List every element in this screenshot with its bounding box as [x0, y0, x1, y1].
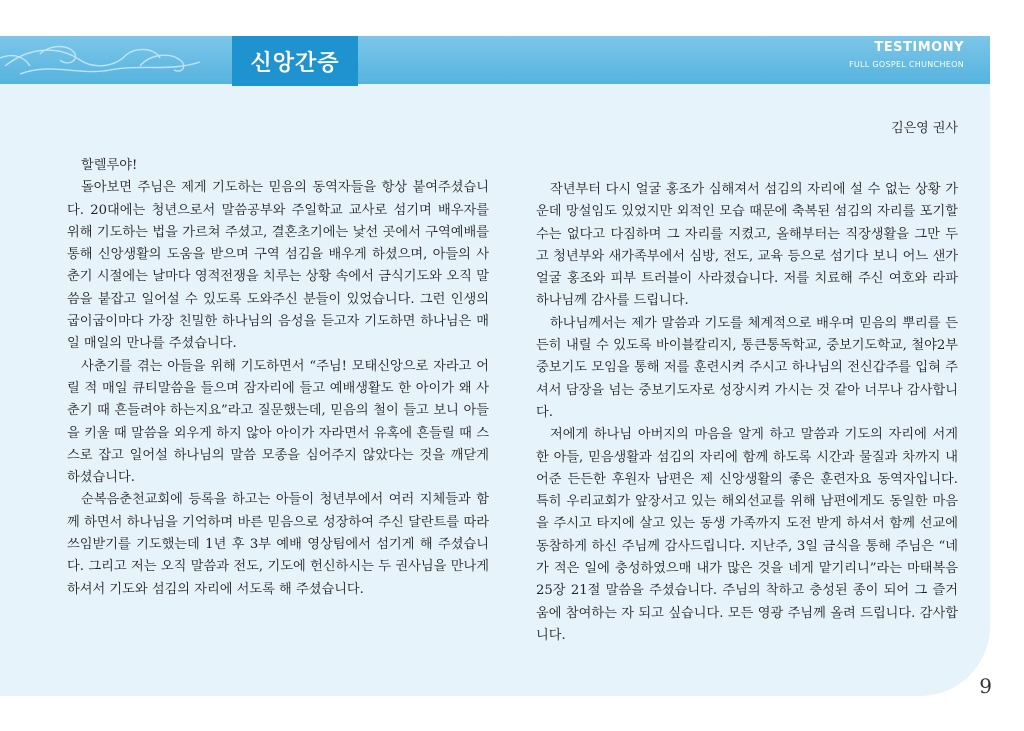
- brand-subtitle: FULL GOSPEL CHUNCHEON: [848, 60, 964, 69]
- greeting-paragraph: 할렐루야!: [81, 158, 138, 173]
- author-name: 김은영 권사: [891, 121, 958, 136]
- body-paragraph: 작년부터 다시 얼굴 홍조가 심해져서 섬김의 자리에 설 수 없는 상황 가운데 망설임도 있었지만 외적인 모습 때문에 축복된 섬김의 자리를 포기할 수는 없다고 다짐하며 그 자리를 지켰고, 올해부터는 직장생활을 그만 두고 청년부와 새가족부에서 심방, 전도, 교육 등으로 섬기다 보니 어느 샌가 얼굴 홍조와 피부 트러블이 사라졌습니다. 저를 치료해 주신 여호와 라파 하나님께 감사를 드립니다.: [536, 182, 958, 309]
- body-paragraph: 저에게 하나님 아버지의 마음을 알게 하고 말씀과 기도의 자리에 서게 한 아들, 믿음생활과 섬김의 자리에 함께 하도록 시간과 물질과 차까지 내어준 든든한 후원자 남편은 제 신앙생활의 좋은 훈련자요 동역자입니다. 특히 우리교회가 앞장서고 있는 해외선교를 위해 남편에게도 동일한 마음을 주시고 타지에 살고 있는 동생 가족까지 도전 받게 하셔서 함께 선교에 동참하게 하신 주님께 감사드립니다. 지난주, 3일 금식을 통해 주님은 “네가 적은 일에 충성하였으매 내가 많은 것을 네게 맡기리니”라는 마태복음 25장 21절 말씀을 주셨습니다. 주님의 착하고 충성된 종이 되어 그 즐거움에 참여하는 자 되고 싶습니다. 모든 영광 주님께 올려 드립니다. 감사합니다.: [536, 427, 958, 643]
- brand-title: TESTIMONY: [874, 40, 964, 55]
- section-title: 신앙간증: [232, 36, 358, 86]
- body-paragraph: 돌아보면 주님은 제게 기도하는 믿음의 동역자들을 항상 붙여주셨습니다. 20대에는 청년으로서 말씀공부와 주일학교 교사로 섬기며 배우자를 위해 기도하는 법을 가르쳐 주셨고, 결혼초기에는 낯선 곳에서 구역예배를 통해 신앙생활의 도움을 받으며 구역 섬김을 배우게 하셨으며, 아들의 사춘기 시절에는 날마다 영적전쟁을 치루는 상황 속에서 금식기도와 오직 말씀을 붙잡고 일어설 수 있도록 도와주신 분들이 있었습니다. 그런 인생의 굽이굽이마다 가장 친밀한 하나님의 음성을 듣고자 기도하면 하나님은 매일 매일의 만나를 주셨습니다.: [67, 180, 489, 352]
- right-column: [536, 179, 958, 647]
- body-paragraph: 순복음춘천교회에 등록을 하고는 아들이 청년부에서 여러 지체들과 함께 하면서 하나님을 기억하며 바른 믿음으로 성장하여 주신 달란트를 따라 쓰임받기를 기도했는데 1년 후 3부 예배 영상팀에서 섬기게 해 주셨습니다. 그리고 저는 오직 말씀과 전도, 기도에 헌신하시는 두 권사님을 만나게 하셔서 기도와 섬김의 자리에 서도록 해 주셨습니다.: [67, 492, 489, 597]
- left-column: [67, 155, 489, 601]
- page-number: 9: [979, 674, 992, 698]
- body-paragraph: 사춘기를 겪는 아들을 위해 기도하면서 “주님! 모태신앙으로 자라고 어릴 적 매일 큐티말씀을 들으며 잠자리에 들고 예배생활도 한 아이가 왜 사춘기 때 흔들려야 하는지요”라고 질문했는데, 믿음의 철이 들고 보니 아들을 키울 때 말씀을 외우게 하지 않아 아이가 자라면서 유혹에 흔들릴 때 스스로 잡고 일어설 하나님의 말씀 모종을 심어주지 않았다는 것을 깨닫게 하셨습니다.: [67, 358, 489, 486]
- swirl-ornament-icon: [0, 36, 240, 84]
- body-paragraph: 하나님께서는 제가 말씀과 기도를 체계적으로 배우며 믿음의 뿌리를 든든히 내릴 수 있도록 바이블칼리지, 통큰통독학교, 중보기도학교, 철야2부 중보기도 모임을 통해 저를 훈련시켜 주시고 하나님의 전신갑주를 입혀 주셔서 담장을 넘는 중보기도자로 성장시켜 가시는 것 같아 너무나 감사합니다.: [536, 315, 958, 420]
- brand-block: [849, 40, 964, 69]
